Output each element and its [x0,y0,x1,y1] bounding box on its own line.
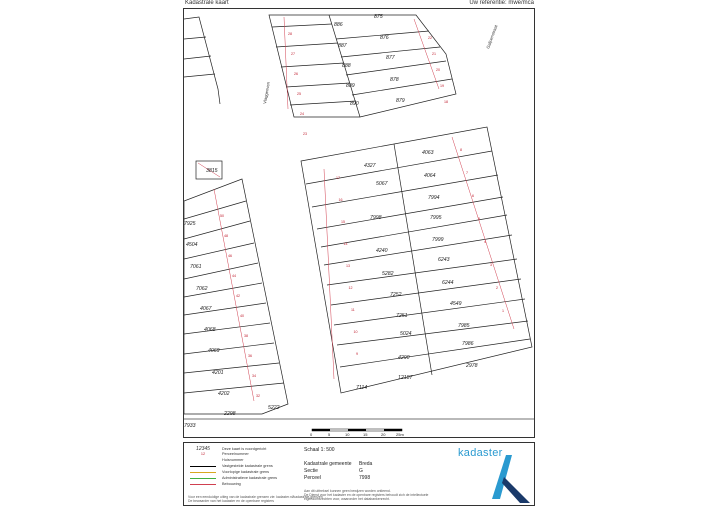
scale-tick: 25m [396,432,404,437]
parcel-number: 888 [342,63,351,69]
house-number: 15 [341,220,345,224]
parcel-number: 4504 [186,242,198,248]
house-number: 27 [291,52,295,56]
parcel-number: 7985 [458,323,470,329]
house-number: 48 [224,234,228,238]
parcel-number: 5282 [382,271,394,277]
parcel-number: 4202 [218,391,230,397]
disclaimer-2: De Dienst voor het kadaster en de openbare registers behoudt zich de intellectuele [304,493,429,497]
reference: Uw referentie: mwe/mca [469,0,534,6]
house-number: 6 [472,194,474,198]
parcel-number: 890 [350,101,359,107]
parcel-number: 7925 [184,221,196,227]
parcel-number: 4290 [398,355,410,361]
municipality-value: Breda [359,461,373,467]
parcel-number: 2298 [224,411,236,417]
parcel-number: 7251 [396,313,408,319]
legend-footer: Voor een eenduidige uitleg van de kadastrale grenzen zie: kadaster.nl/kadastrale-grenzen [188,495,323,499]
parcel-number: 2978 [466,363,478,369]
house-number: 13 [346,264,350,268]
parcel-number: 7062 [196,286,208,292]
house-number: 42 [236,294,240,298]
parcel-number: 7999 [432,237,444,243]
house-number: 10 [353,330,358,334]
house-number: 25 [297,92,301,96]
parcel-boundaries [184,15,535,419]
parcel-number: 6243 [438,257,450,263]
legend-north: 12345 Deze kaart is noordgericht [196,446,267,452]
parcel-number: 7933 [184,423,196,429]
house-number: 23 [303,132,307,136]
parcel-value: 7998 [359,475,371,481]
house-number: 2 [496,286,498,290]
parcel-number: 5067 [376,181,388,187]
house-number: 17 [336,176,340,180]
parcel-number: 12187 [398,375,413,381]
disclaimer-3: eigendomsrechten voor, waaronder het databankenrecht. [304,497,390,501]
house-number: 12 [348,286,353,290]
house-number: 36 [248,354,252,358]
house-number: 46 [228,254,232,258]
kadaster-logo-text: kadaster [458,447,503,459]
parcel-number: 4063 [422,150,434,156]
legend-fixed-boundary: Vastgestelde kadastrale grens [188,464,273,468]
parcel-number: 5222 [268,405,280,411]
house-number: 11 [351,308,355,312]
scale-tick: 10 [345,432,350,437]
house-number: 19 [440,84,444,88]
parcel-number: 4549 [450,301,462,307]
parcel-number: 878 [390,77,399,83]
house-number: 40 [240,314,244,318]
house-number: 21 [432,52,436,56]
parcel-label: Perceel [304,475,321,481]
parcel-number: 7994 [428,195,440,201]
house-number: 24 [300,112,304,116]
parcel-number: 4240 [376,248,388,254]
street-vlaggenven: Vlaggenven [262,81,271,105]
legend-administrative-boundary: Administratieve kadastrale grens [188,476,277,480]
parcel-number: 879 [396,98,405,104]
house-number: 16 [338,198,343,202]
house-number: 20 [436,68,440,72]
house-number: 14 [343,242,348,246]
house-number: 9 [356,352,358,356]
house-number: 44 [232,274,236,278]
cadastral-map[interactable] [183,8,535,438]
legend-house-number: Huisnummer [222,458,244,462]
parcel-number: 4201 [212,370,224,376]
legend-parcel-number: 12 Perceelnummer [200,452,249,456]
legend-panel [183,442,535,506]
house-number: 32 [256,394,260,398]
parcel-number: 887 [338,43,347,49]
house-number: 22 [428,36,432,40]
parcel-number: 6244 [442,280,454,286]
scale-bar [308,428,408,442]
parcel-number: 4064 [424,173,436,179]
parcel-number: 4067 [200,306,212,312]
parcel-number: 877 [386,55,395,61]
parcel-number: 4069 [208,348,220,354]
map-canvas [184,9,535,438]
house-number: 18 [444,100,448,104]
legend-building: Bebouwing [188,482,241,486]
scale-tick: 20 [381,432,386,437]
scale-label: Schaal 1: 500 [304,447,335,453]
disclaimer: Aan dit uittreksel kunnen geen bewijzen worden ontleend. [304,489,391,493]
parcel-number: 5024 [400,331,412,337]
legend-provisional-boundary: Voorlopige kadastrale grens [188,470,269,474]
parcel-number: 7998 [370,215,382,221]
map-title: Kadastrale kaart [185,0,229,6]
house-number: 26 [294,72,298,76]
scale-tick: 15 [363,432,368,437]
section-value: G [359,468,363,474]
house-number: 3 [490,263,492,267]
house-number: 50 [220,214,224,218]
scale-tick: 5 [328,432,331,437]
parcel-number: 7252 [390,292,402,298]
parcel-number: 889 [346,83,355,89]
house-number: 28 [288,32,292,36]
parcel-number: 7986 [462,341,474,347]
parcel-number: 4327 [364,163,376,169]
house-number: 38 [244,334,248,338]
parcel-labels [184,14,478,429]
kadaster-logo-icon [490,447,532,503]
house-number: 4 [484,240,486,244]
scale-tick: 0 [310,432,313,437]
parcel-number: 7061 [190,264,202,270]
house-number: 1 [502,309,504,313]
house-number: 34 [252,374,256,378]
parcel-number: 4068 [204,327,216,333]
street-galjoenstraat: Galjoenstraat [485,24,499,50]
section-label: Sectie [304,468,318,474]
parcel-number: 7114 [356,385,368,391]
parcel-number: 7995 [430,215,442,221]
municipality-label: Kadastrale gemeente [304,461,352,467]
parcel-number: 876 [380,35,389,41]
parcel-number: 3815 [206,168,218,174]
house-number: 8 [460,148,462,152]
parcel-number: 875 [374,14,383,20]
parcel-number: 886 [334,22,343,28]
legend-footer-2: De bewaarder van het kadaster en de openbare registers [188,499,274,503]
house-number: 5 [478,217,480,221]
house-number: 7 [466,171,468,175]
